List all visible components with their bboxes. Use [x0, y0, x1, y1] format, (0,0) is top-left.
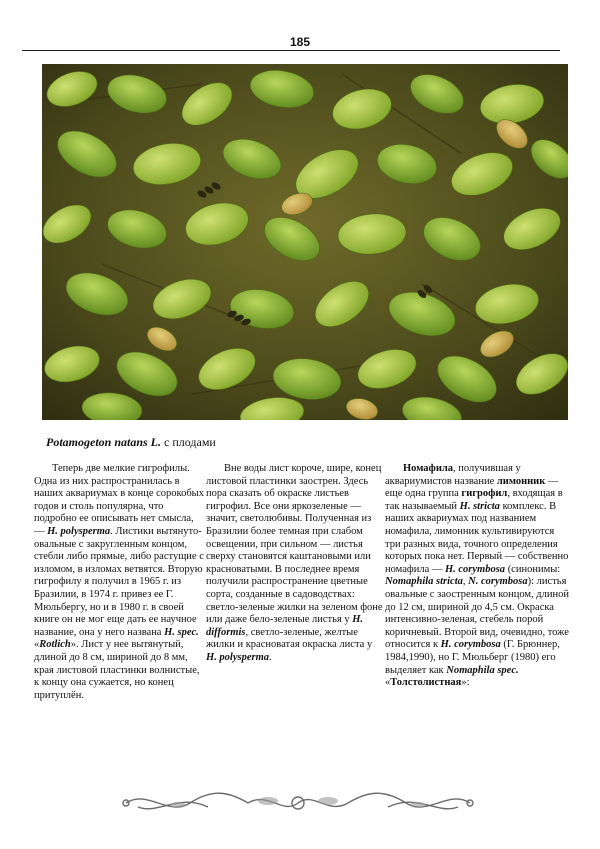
paragraph: Теперь две мелкие гигрофилы. Одна из них распространилась в наших аквариумах в конце сорокобых годов и столь популярна, что подробно ее описывать нет смысла, — H. polysperma. Листики вытянуто-овальные с закругленным концом, стебли либо прямые, либо растущие с изломом, в изломах ветвятся. Вторую гигрофилу я получил в 1965 г. из Бразилии, в 1974 г. привез ее Г. Мюльбергу, но и в 1980 г. в своей книге он не мог еще дать ее научное название, она у него названа H. spec. «Rotlich». Лист у нее вытянутый, длиной до 8 см, шириной до 8 мм, края листовой пластинки волнистые, к концу она сужается, но конец притуплён.	[34, 463, 204, 701]
paragraph: Вне воды лист короче, шире, конец листовой пластинки заострен. Здесь пора сказать об окраске листьев гигрофил. Все они яркозеленые — значит, светолюбивы. Полученная из Бразилии более темная при слабом освещении, при сильном — листья сверху становятся каштановыми или красноватыми. В последнее время получили распространение цветные сорта, созданные в садоводствах: светло-зеленые жилки на зеленом фоне или даже бело-зеленые листья у H. difformis, светло-зеленые, желтые жилки и красноватая окраска листа у H. polysperma.	[206, 463, 383, 663]
text-column-3	[385, 463, 569, 690]
caption-rest: с плодами	[161, 435, 216, 449]
header-rule	[22, 50, 560, 51]
text-column-2	[206, 463, 384, 665]
page-number: 185	[289, 35, 311, 49]
plant-photo	[42, 64, 568, 420]
paragraph: Номафила, получившая у аквариумистов название лимонник — еще одна группа гигрофил, входящая в так называемый H. stricta комплекс. В наших аквариумах под названием номафила, лимонник культивируются три разных вида, точного определения которых пока нет. Первый — собственно номафила — H. corymbosa (синонимы: Nomaphila stricta, N. corymbosa): листья овальные с заостренным концом, длиной до 12 см, шириной до 4,5 см. Окраска интенсивно-зеленая, стебель порой коричневый. Второй вид, очевидно, тоже относится к H. corymbosa (Г. Брюннер, 1984,1990), но Г. Мюльберг (1980) его выделяет как Nomaphila spec. «Толстолистная»:	[385, 463, 569, 689]
text-column-1	[34, 463, 204, 702]
caption-species: Potamogeton natans L.	[46, 435, 162, 449]
decorative-flourish-icon	[118, 787, 478, 819]
photo-caption	[46, 435, 216, 450]
